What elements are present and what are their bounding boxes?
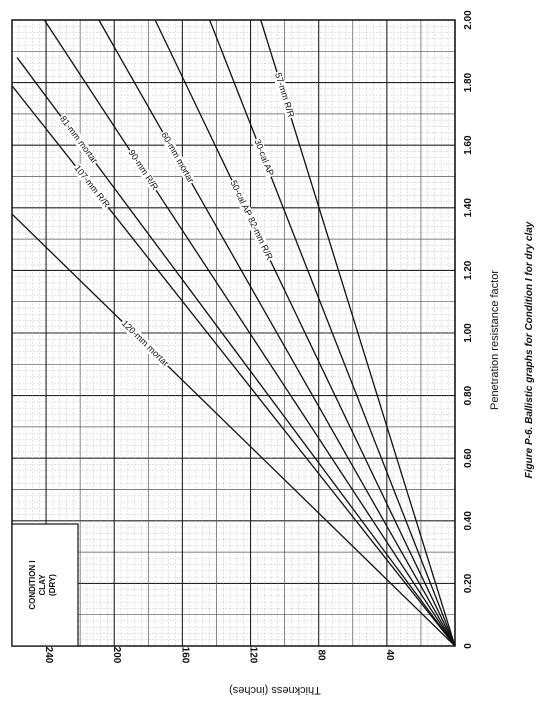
x-tick-label: 2.00	[463, 10, 474, 30]
x-tick-labels	[463, 10, 474, 649]
condition-box	[12, 524, 78, 646]
x-tick-label: 0.20	[463, 573, 474, 594]
series-label: 57-mm R/R	[273, 71, 297, 119]
y-tick-labels	[43, 647, 395, 664]
y-tick-label: 200	[111, 646, 123, 664]
series-label: 90-mm R/R	[126, 147, 161, 192]
x-tick-label: 1.60	[463, 135, 474, 155]
x-tick-label: 0.80	[463, 385, 474, 406]
series-label: 50-cal AP 82-mm R/R	[228, 178, 275, 262]
x-tick-label: 1.40	[463, 198, 474, 218]
condition-label-line2: CLAY	[38, 574, 47, 596]
series-labels	[57, 71, 297, 370]
x-tick-label: 0.40	[463, 511, 474, 531]
series-label: 81-mm mortar	[58, 113, 100, 166]
y-tick-label: 240	[43, 646, 55, 664]
figure-caption: Figure P-6. Ballistic graphs for Condition I for dry clay	[524, 221, 535, 479]
x-tick-label: 1.00	[463, 323, 474, 343]
series-label: 60-mm mortar	[159, 130, 197, 185]
series-label: 30-cal AP	[252, 137, 276, 178]
y-tick-label: 40	[383, 649, 395, 661]
y-tick-label: 160	[179, 646, 191, 664]
x-axis-title: Penetration resistance factor	[489, 269, 501, 411]
y-tick-label: 120	[247, 646, 259, 664]
x-tick-label: 1.80	[463, 72, 474, 93]
series-label: 120-mm mortar	[119, 318, 171, 369]
x-tick-label: 0.60	[463, 448, 474, 468]
x-tick-label: 0	[463, 643, 474, 649]
x-tick-label: 1.20	[463, 260, 474, 281]
series-label: 107-mm R/R	[72, 163, 112, 210]
y-axis-title: Thickness (inches)	[229, 684, 321, 696]
condition-label-line1: CONDITION I	[28, 560, 37, 610]
y-tick-label: 80	[315, 649, 327, 661]
condition-label-line3: (DRY)	[48, 574, 57, 596]
